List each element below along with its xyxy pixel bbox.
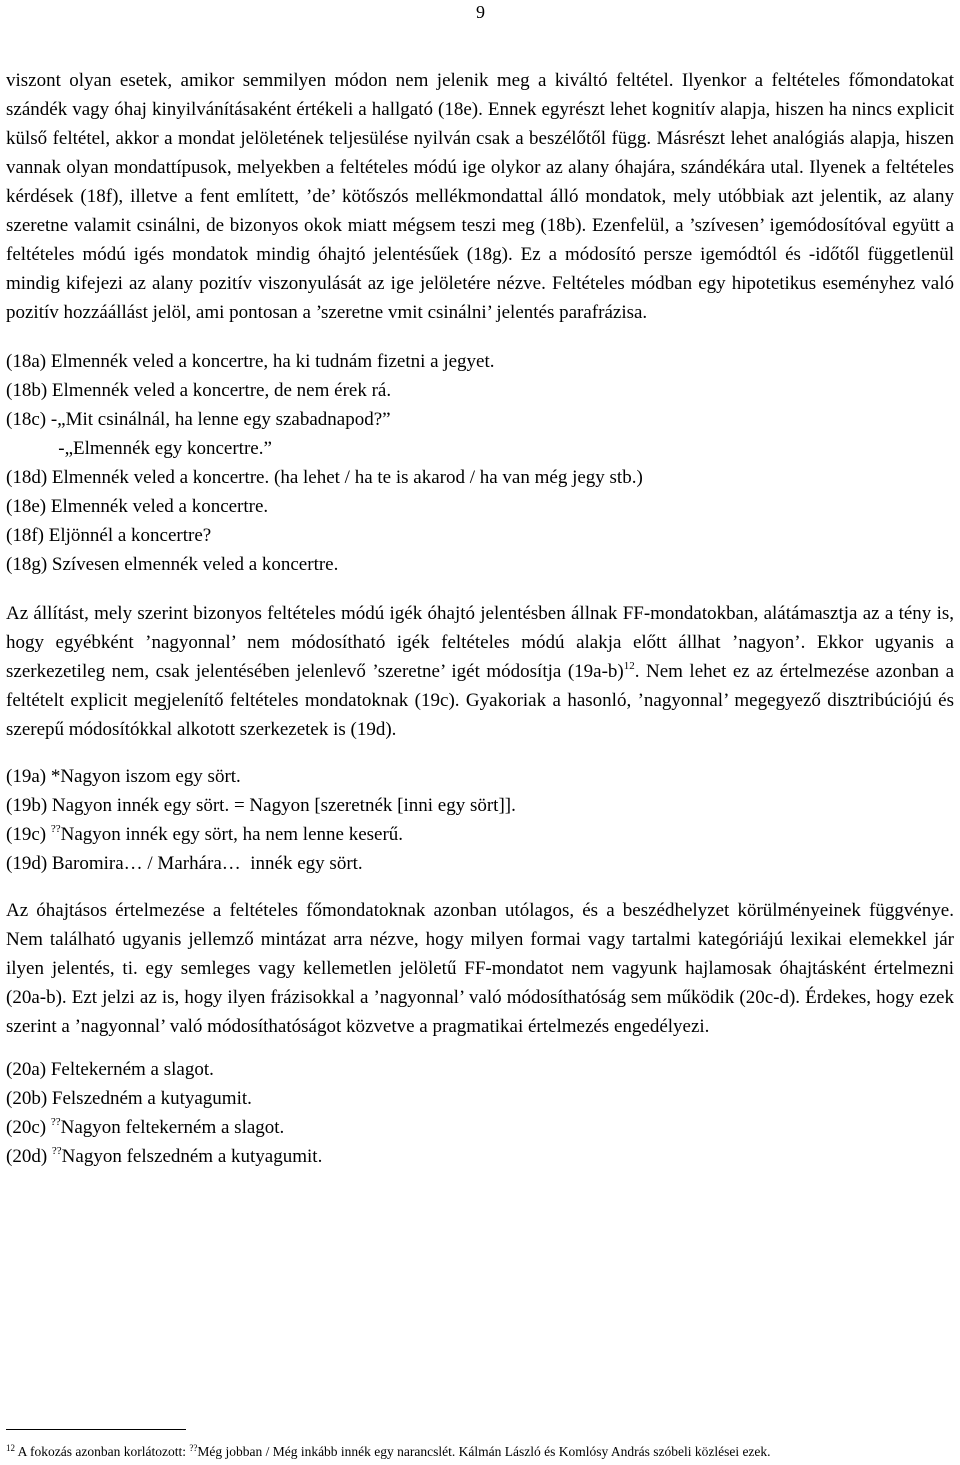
footnote-text-a: A fokozás azonban korlátozott: — [15, 1444, 190, 1459]
example-19c-text: Nagyon innék egy sört, ha nem lenne keserű. — [60, 824, 404, 845]
paragraph-3: Az óhajtásos értelmezése a feltételes főmondatoknak azonban utólagos, és a beszédhelyzet körülményeinek függvénye. Nem található ugyanis jellemző mintázat arra nézve, hogy milyen formai vagy tartalmi kategóriájú lexikai elemekkel jár ilyen jelentés, ti. egy semleges vagy kellemetlen jelöletű FF-mondatot nem vagyunk hajlamosak óhajtásként értelmezni (20a-b). Ezt jelzi az is, hogy ilyen frázisokkal a ’nagyonnal’ való módosíthatóság sem működik (20c-d). Érdekes, hogy ezek szerint a ’nagyonnal’ való módosíthatóságot közvetve a pragmatikai értelmezés engedélyezi. — [6, 900, 954, 1037]
example-19c — [6, 820, 403, 849]
example-18c-reply: -„Elmennék egy koncertre.” — [6, 438, 272, 459]
example-18f: (18f) Eljönnél a koncertre? — [6, 525, 212, 546]
example-20d-part: ?? — [51, 1145, 62, 1157]
example-19a: (19a) *Nagyon iszom egy sört. — [6, 766, 241, 787]
paragraph-1: viszont olyan esetek, amikor semmilyen módon nem jelenik meg a kiváltó feltétel. Ilyenkor a feltételes főmondatokat szándék vagy óhaj kinyilvánításaként értékeli a hallgató (18e). Ennek egyrészt lehet kognitív alapja, hiszen ha nincs explicit külső feltétel, akkor a mondat jelöletének teljesülése nyilván csak a beszélőtől függ. Másrészt lehet analógiás alapja, hiszen vannak olyan mondattípusok, melyekben a feltételes módú ige olykor az alany óhajára, szándékára utal. Ilyenek a feltételes kérdések (18f), illetve a fent említett, ’de’ kötőszós mellékmondattal álló mondatok, mely utóbbiak azt jelentik, az alany szeretne valamit csinálni, de bizonyos okok miatt mégsem teszi meg (18b). Ezenfelül, a ’szívesen’ igemódosítóval együtt a feltételes módú igés mondatok mindig óhajtó jelentésűek (18g). Ez a módosító persze igemódtól és -időtől függetlenül mindig kifejezi az alany pozitív viszonyulását az ige jelöletére nézve. Feltételes módban egy hipotetikus eseményhez való pozitív hozzáállást jelöl, ami pontosan a ’szeretne vmit csinálni’ jelentés parafrázisa. — [6, 70, 954, 323]
footnote-divider — [6, 1429, 186, 1430]
paragraph-2 — [6, 599, 954, 744]
example-20c-part: ?? — [50, 1116, 61, 1128]
example-19b: (19b) Nagyon innék egy sört. = Nagyon [szeretnék [inni egy sört]]. — [6, 795, 516, 816]
paragraph-2-text-a: Az állítást, mely szerint bizonyos feltételes módú igék óhajtó jelentésben állnak FF-mondatokban, alátámasztja az a tény is, hogy egyébként ’nagyonnal’ nem módosítható igék feltételes módú alakja előtt állhat ’nagyon’. Ekkor ugyanis a szerkezetileg nem, csak jelentésében jelenlevő ’szeretne’ igét módosítja (19a-b) — [6, 603, 954, 682]
footnote — [6, 1444, 771, 1460]
example-20a: (20a) Feltekerném a slagot. — [6, 1059, 214, 1080]
example-18c: (18c) -„Mit csinálnál, ha lenne egy szabadnapod?” — [6, 409, 391, 430]
page-number: 9 — [476, 2, 485, 22]
example-18b: (18b) Elmennék veled a koncertre, de nem érek rá. — [6, 380, 392, 401]
footnote-mark: ?? — [189, 1443, 198, 1453]
example-18a: (18a) Elmennék veled a koncertre, ha ki tudnám fizetni a jegyet. — [6, 351, 495, 372]
example-18e: (18e) Elmennék veled a koncertre. — [6, 496, 269, 517]
example-20c-part: Nagyon feltekerném a slagot. — [60, 1117, 285, 1138]
example-19c-label: (19c) — [6, 824, 51, 845]
footnote-text-b: Még jobban / Még inkább innék egy narancslét. Kálmán László és Komlósy András szóbeli közlései ezek. — [197, 1444, 771, 1459]
example-20b — [6, 1084, 252, 1113]
example-18g: (18g) Szívesen elmennék veled a koncertre. — [6, 554, 339, 575]
example-20b-part: (20b) Felszedném a kutyagumit. — [6, 1088, 252, 1109]
acceptability-mark: ?? — [50, 823, 61, 835]
example-20d-part: Nagyon felszedném a kutyagumit. — [61, 1146, 323, 1167]
example-18d: (18d) Elmennék veled a koncertre. (ha lehet / ha te is akarod / ha van még jegy stb.) — [6, 467, 643, 488]
example-20c-part: (20c) — [6, 1117, 51, 1138]
example-20d — [6, 1142, 322, 1171]
example-19d: (19d) Baromira… / Marhára… innék egy sört. — [6, 853, 363, 874]
paragraph-2-text-b: . Nem lehet ez az értelmezése azonban a feltételt explicit megjelenítő feltételes mondatoknak (19c). Gyakoriak a hasonló, ’nagyonnal’ megegyező disztribúciójú és szerepű módosítókkal alkotott szerkezetek is (19d). — [6, 661, 954, 740]
footnote-number: 12 — [6, 1443, 15, 1453]
example-20d-part: (20d) — [6, 1146, 52, 1167]
footnote-ref: 12 — [623, 660, 635, 672]
example-20c — [6, 1113, 284, 1142]
